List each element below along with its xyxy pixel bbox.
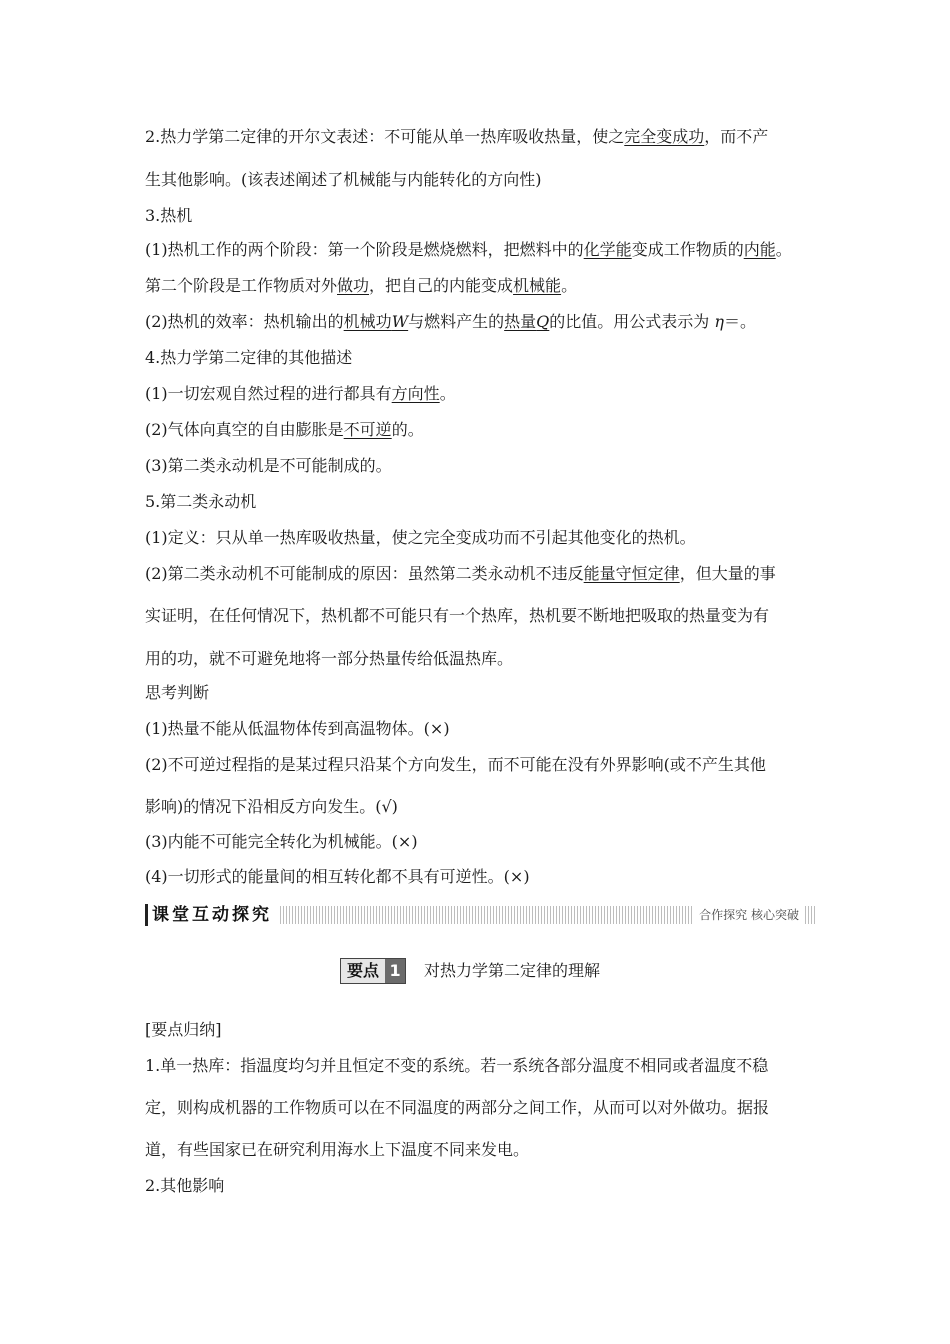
underlined-answer: 完全变成功 [624, 127, 705, 146]
text-line: 用的功，就不可避免地将一部分热量传给低温热库。 [145, 649, 514, 668]
section-heading: [要点归纳] [145, 1020, 222, 1039]
text-line: (1)定义：只从单一热库吸收热量，使之完全变成功而不引起其他变化的热机。 [145, 528, 696, 547]
underlined-answer: 方向性 [391, 384, 440, 403]
text-line: (2)第二类永动机不可能制成的原因：虽然第二类永动机不违反能量守恒定律，但大量的事 [145, 564, 776, 583]
text-line: (2)热机的效率：热机输出的机械功W与燃料产生的热量Q的比值。用公式表示为 η＝。 [145, 312, 756, 331]
text-line: (3)第二类永动机是不可能制成的。 [145, 456, 392, 475]
text-line: (1)一切宏观自然过程的进行都具有方向性。 [145, 384, 456, 403]
text-line: 2.热力学第二定律的开尔文表述：不可能从单一热库吸收热量，使之完全变成功，而不产 [145, 127, 769, 146]
underlined-answer: 内能 [743, 240, 776, 259]
text-line: 实证明，在任何情况下，热机都不可能只有一个热库，热机要不断地把吸取的热量变为有 [145, 606, 770, 625]
section-banner [145, 904, 815, 926]
text-line: (3)内能不可能完全转化为机械能。(×) [145, 832, 418, 851]
text-line: 道，有些国家已在研究利用海水上下温度不同来发电。 [145, 1140, 530, 1159]
underlined-answer: 机械能 [513, 276, 562, 295]
key-point-number: 1 [385, 959, 405, 983]
text-line: (2)不可逆过程指的是某过程只沿某个方向发生，而不可能在没有外界影响(或不产生其他 [145, 755, 766, 774]
text-line: 1.单一热库：指温度均匀并且恒定不变的系统。若一系统各部分温度不相同或者温度不稳 [145, 1056, 769, 1075]
underlined-answer: 化学能 [583, 240, 632, 259]
text-line: (1)热机工作的两个阶段：第一个阶段是燃烧燃料，把燃料中的化学能变成工作物质的内能。 [145, 240, 792, 259]
text-line: 生其他影响。(该表述阐述了机械能与内能转化的方向性) [145, 170, 542, 189]
text-line: (2)气体向真空的自由膨胀是不可逆的。 [145, 420, 424, 439]
section-heading: 4.热力学第二定律的其他描述 [145, 348, 353, 367]
section-heading: 思考判断 [145, 683, 210, 702]
underlined-answer: 不可逆 [343, 420, 392, 439]
text-line: 影响)的情况下沿相反方向发生。(√) [145, 797, 398, 816]
section-heading: 3.热机 [145, 206, 193, 225]
underlined-answer: 能量守恒定律 [583, 564, 680, 583]
section-heading: 2.其他影响 [145, 1176, 225, 1195]
text-line: 定，则构成机器的工作物质可以在不同温度的两部分之间工作，从而可以对外做功。据报 [145, 1098, 770, 1117]
key-point-heading [340, 959, 600, 983]
text-line: (4)一切形式的能量间的相互转化都不具有可逆性。(×) [145, 867, 530, 886]
underlined-answer: 做功 [337, 276, 370, 295]
banner-title: 课堂互动探究 [145, 904, 278, 926]
section-heading: 5.第二类永动机 [145, 492, 257, 511]
underlined-answer: 机械功W [343, 312, 409, 331]
banner-subtitle: 合作探究 核心突破 [693, 904, 805, 926]
text-line: (1)热量不能从低温物体传到高温物体。(×) [145, 719, 450, 738]
key-point-badge [340, 958, 406, 984]
key-point-title: 对热力学第二定律的理解 [424, 961, 601, 980]
key-point-label: 要点 [341, 959, 385, 983]
underlined-answer: 热量Q [504, 312, 550, 331]
text-line: 第二个阶段是工作物质对外做功，把自己的内能变成机械能。 [145, 276, 578, 295]
